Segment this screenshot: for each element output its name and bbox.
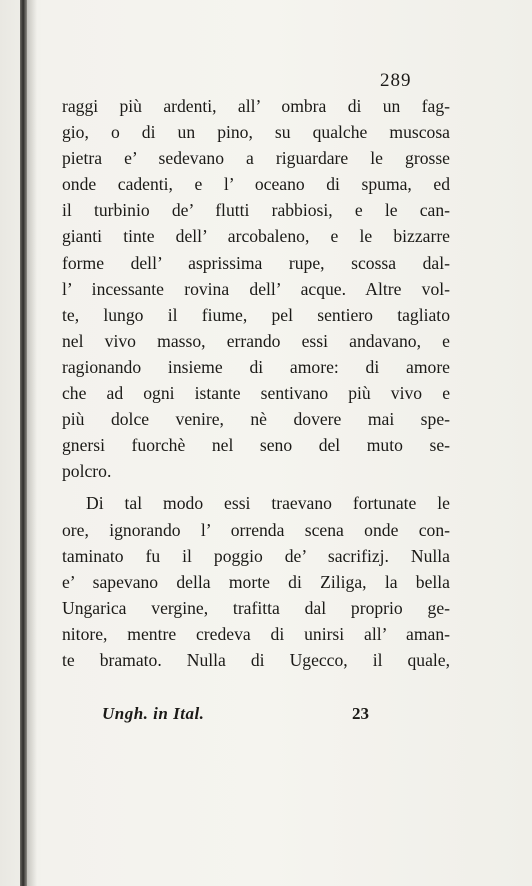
- text-line: e’ sapevano della morte di Ziliga, la bella: [62, 571, 450, 592]
- text-line: più dolce venire, nè dovere mai spe-: [62, 409, 450, 430]
- text-line: polcro.: [62, 461, 112, 482]
- text-line: gianti tinte dell’ arcobaleno, e le bizzarre: [62, 226, 450, 247]
- text-line: pietra e’ sedevano a riguardare le grosse: [62, 148, 450, 169]
- text-line: nitore, mentre credeva di unirsi all’ aman-: [62, 623, 450, 644]
- text-line: il turbinio de’ flutti rabbiosi, e le can-: [62, 200, 450, 221]
- text-line: raggi più ardenti, all’ ombra di un fag-: [62, 96, 450, 116]
- signature-mark: Ungh. in Ital.: [102, 704, 205, 723]
- spine-shadow: [27, 0, 37, 886]
- text-line: onde cadenti, e l’ oceano di spuma, ed: [62, 174, 450, 195]
- text-line: ore, ignorando l’ orrenda scena onde con-: [62, 519, 450, 540]
- text-line: gnersi fuorchè nel seno del muto se-: [62, 435, 450, 456]
- text-line: che ad ogni istante sentivano più vivo e: [62, 383, 450, 404]
- text-line: te bramato. Nulla di Ugecco, il quale,: [62, 649, 450, 670]
- text-line: ragionando insieme di amore: di amore: [62, 356, 450, 377]
- text-line: Di tal modo essi traevano fortunate le: [86, 493, 450, 514]
- text-line: te, lungo il fiume, pel sentiero tagliato: [62, 304, 450, 325]
- page-number: 289: [380, 70, 412, 91]
- text-line: nel vivo masso, errando essi andavano, e: [62, 330, 450, 351]
- sheet-mark: 23: [352, 704, 369, 723]
- text-line: forme dell’ asprissima rupe, scossa dal-: [62, 252, 450, 273]
- text-line: taminato fu il poggio de’ sacrifizj. Nulla: [62, 545, 450, 566]
- text-line: gio, o di un pino, su qualche muscosa: [62, 122, 450, 143]
- body-text: [62, 93, 450, 673]
- text-line: l’ incessante rovina dell’ acque. Altre vol-: [62, 278, 450, 299]
- text-line: Ungarica vergine, trafitta dal proprio ge-: [62, 597, 450, 618]
- book-spine: [20, 0, 27, 886]
